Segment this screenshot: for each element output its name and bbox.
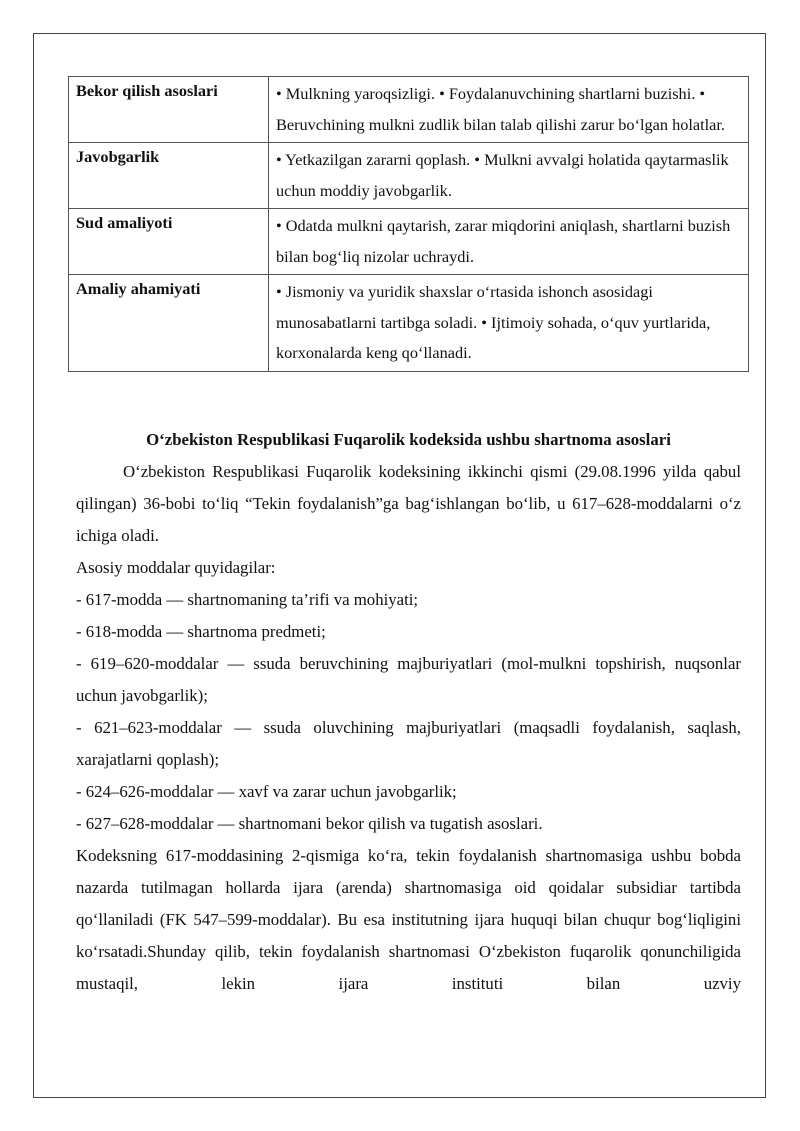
table-key: Javobgarlik <box>69 143 269 209</box>
table-key: Sud amaliyoti <box>69 209 269 275</box>
table-key: Bekor qilish asoslari <box>69 77 269 143</box>
table-row <box>69 143 749 209</box>
list-item: - 627–628-moddalar — shartnomani bekor qilish va tugatish asoslari. <box>76 814 543 833</box>
section-content <box>76 424 741 1000</box>
closing-paragraph: Kodeksning 617-moddasining 2-qismiga ko‘ra, tekin foydalanish shartnomasiga ushbu bobda nazarda tutilmagan hollarda ijara (arenda) shartnomasiga oid qoidalar subsidiar tartibda qo‘llaniladi (FK 547–599-moddalar). Bu esa institutning ijara huquqi bilan chuqur bog‘liqligini ko‘rsatadi.Shunday qilib, tekin foydalanish shartnomasi O‘zbekiston fuqarolik qonunchiligida mustaqil, lekin ijara instituti bilan uzviy <box>76 846 741 993</box>
table-row <box>69 209 749 275</box>
table-value: • Jismoniy va yuridik shaxslar o‘rtasida ishonch asosidagi munosabatlarni tartibga soladi. • Ijtimoiy sohada, o‘quv yurtlarida, korxonalarda keng qo‘llanadi. <box>269 275 749 372</box>
list-item: - 621–623-moddalar — ssuda oluvchining majburiyatlari (maqsadli foydalanish, saqlash, xarajatlarni qoplash); <box>76 718 741 769</box>
list-item: - 618-modda — shartnoma predmeti; <box>76 622 326 641</box>
list-title: Asosiy moddalar quyidagilar: <box>76 558 276 577</box>
table-value: • Mulkning yaroqsizligi. • Foydalanuvchining shartlarni buzishi. • Beruvchining mulkni zudlik bilan talab qilishi zarur bo‘lgan holatlar. <box>269 77 749 143</box>
table-value: • Odatda mulkni qaytarish, zarar miqdorini aniqlash, shartlarni buzish bilan bog‘liq nizolar uchraydi. <box>269 209 749 275</box>
info-table <box>68 76 749 372</box>
intro-paragraph: O‘zbekiston Respublikasi Fuqarolik kodeksining ikkinchi qismi (29.08.1996 yilda qabul qilingan) 36-bobi to‘liq “Tekin foydalanish”ga bag‘ishlangan bo‘lib, u 617–628-moddalarni o‘z ichiga oladi. <box>76 462 741 545</box>
table-key: Amaliy ahamiyati <box>69 275 269 372</box>
table-row <box>69 275 749 372</box>
table-value: • Yetkazilgan zararni qoplash. • Mulkni avvalgi holatida qaytarmaslik uchun moddiy javobgarlik. <box>269 143 749 209</box>
list-item: - 619–620-moddalar — ssuda beruvchining majburiyatlari (mol-mulkni topshirish, nuqsonlar uchun javobgarlik); <box>76 654 741 705</box>
list-item: - 617-modda — shartnomaning ta’rifi va mohiyati; <box>76 590 419 609</box>
table-row <box>69 77 749 143</box>
section-heading: O‘zbekiston Respublikasi Fuqarolik kodeksida ushbu shartnoma asoslari <box>146 430 671 449</box>
list-item: - 624–626-moddalar — xavf va zarar uchun javobgarlik; <box>76 782 457 801</box>
